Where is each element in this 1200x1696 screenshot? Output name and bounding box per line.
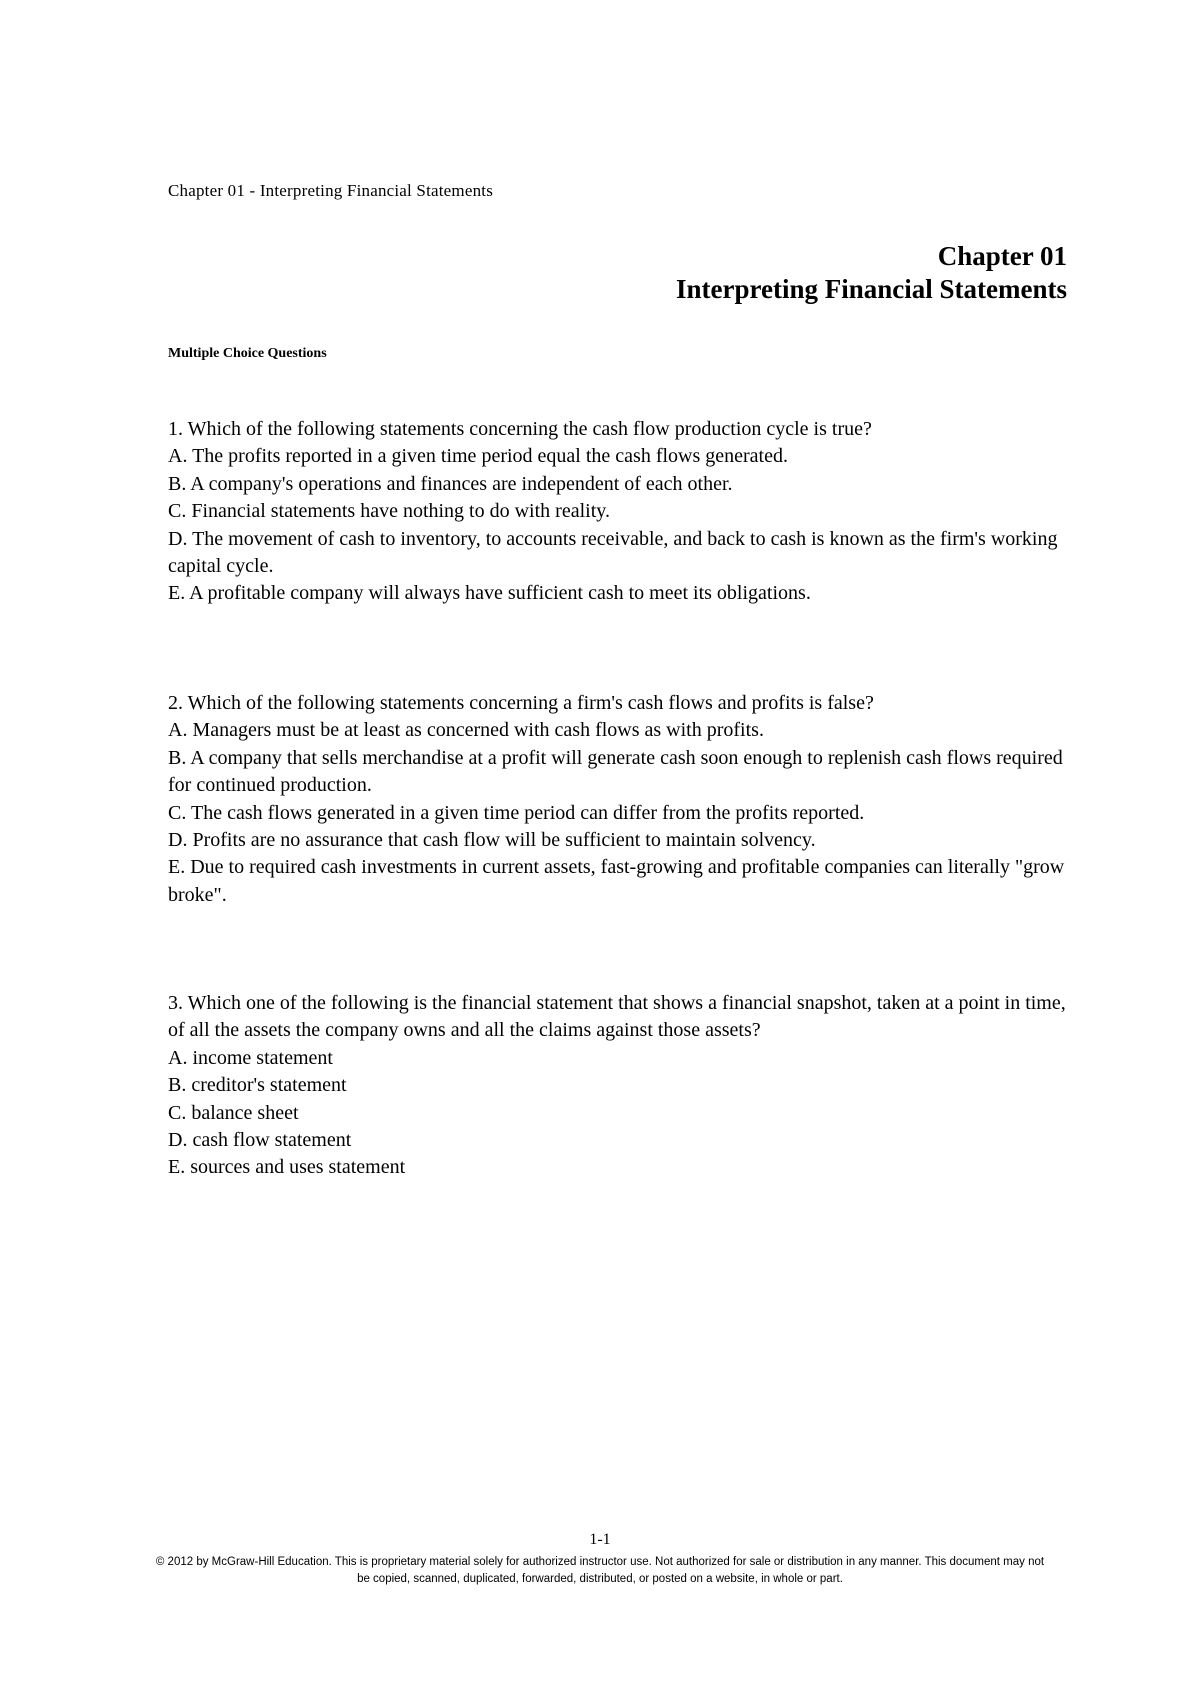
answer-option-c: C. The cash flows generated in a given time period can differ from the profits reported. [168,801,865,824]
answer-option-a: A. The profits reported in a given time period equal the cash flows generated. [168,445,788,468]
answer-option-b: B. creditor's statement [168,1074,347,1097]
answer-option-b: B. A company that sells merchandise at a profit will generate cash soon enough to replenish cash flows required for continued production. [168,746,1063,797]
answer-option-d: D. cash flow statement [168,1129,352,1152]
answer-option-e: E. sources and uses statement [168,1156,406,1179]
question-stem: 1. Which of the following statements concerning the cash flow production cycle is true? [168,418,872,440]
chapter-subtitle: Interpreting Financial Statements [676,274,1067,304]
question-1 [168,416,1068,608]
answer-option-e: E. A profitable company will always have sufficient cash to meet its obligations. [168,582,811,605]
page-footer [0,1530,1200,1588]
question-3 [168,990,1068,1182]
chapter-title-block [676,240,1067,306]
answer-option-d: D. The movement of cash to inventory, to accounts receivable, and back to cash is known as the firm's working capital cycle. [168,527,1058,578]
answer-option-a: A. Managers must be at least as concerned with cash flows as with profits. [168,719,764,742]
running-header: Chapter 01 - Interpreting Financial Statements [168,181,494,200]
answer-option-c: C. Financial statements have nothing to do with reality. [168,500,610,523]
answer-option-b: B. A company's operations and finances are independent of each other. [168,472,733,495]
answer-option-c: C. balance sheet [168,1101,299,1124]
chapter-title: Chapter 01 [937,241,1067,271]
copyright-notice: © 2012 by McGraw-Hill Education. This is proprietary material solely for authorized instructor use. Not authorized for sale or distribution in any manner. This document may not be copied, scanned, duplicated, forwarded, distributed, or posted on a website, in whole or part. [155,1556,1045,1585]
question-stem: 2. Which of the following statements concerning a firm's cash flows and profits is false? [168,692,874,714]
answer-option-d: D. Profits are no assurance that cash flow will be sufficient to maintain solvency. [168,829,816,852]
question-stem: 3. Which one of the following is the financial statement that shows a financial snapshot, taken at a point in time, of all the assets the company owns and all the claims against those assets? [168,992,1066,1042]
answer-option-a: A. income statement [168,1046,333,1069]
question-2 [168,690,1068,909]
answer-option-e: E. Due to required cash investments in current assets, fast-growing and profitable companies can literally "grow broke". [168,856,1065,906]
page-number: 1-1 [589,1531,611,1548]
section-heading: Multiple Choice Questions [168,346,327,361]
